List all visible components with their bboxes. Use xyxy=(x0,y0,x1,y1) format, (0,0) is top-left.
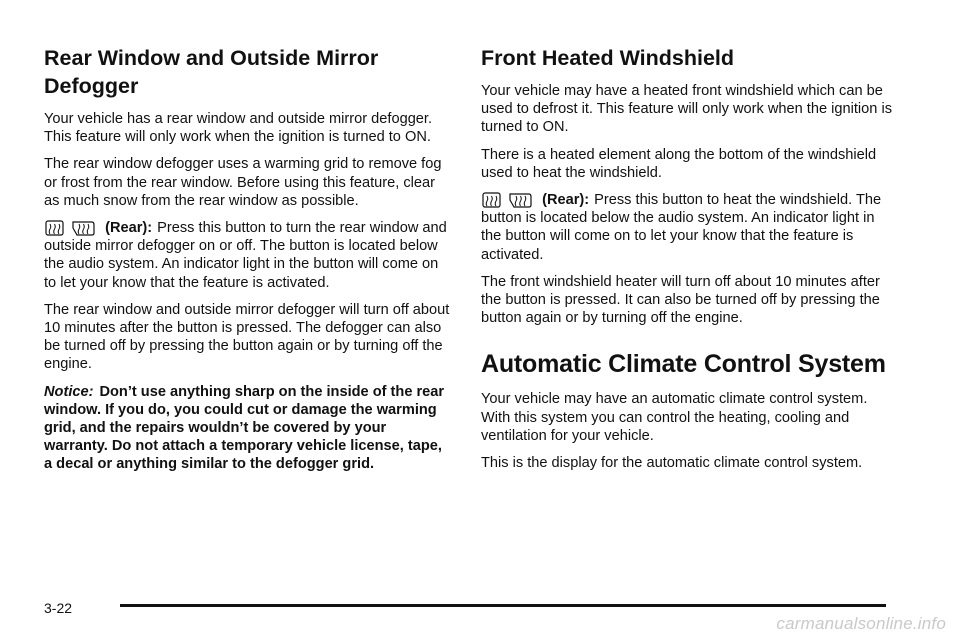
paragraph: The front windshield heater will turn off about 10 minutes after the button is pressed. It can also be turned off by pressing the button again or by turning off the engine. xyxy=(481,273,880,327)
paragraph: Your vehicle may have a heated front windshield which can be used to defrost it. This feature will only work when the ignition is turned to ON. xyxy=(481,83,892,136)
rear-button-description: (Rear): Press this button to heat the windshield. The button is located below the audio system. An indicator light in the button will come on to let your know that the feature is activated. xyxy=(481,192,882,263)
left-column xyxy=(44,44,452,474)
mirror-defogger-icon xyxy=(70,219,96,237)
rear-defogger-icon xyxy=(44,219,66,237)
paragraph: Your vehicle has a rear window and outside mirror defogger. This feature will only work when the ignition is turned to ON. xyxy=(44,111,433,146)
paragraph: The rear window and outside mirror defogger will turn off about 10 minutes after the button is pressed. The defogger can also be turned off by pressing the button again or by turning off the engine. xyxy=(44,301,450,373)
right-column xyxy=(481,44,893,472)
notice-text: Don’t use anything sharp on the inside of the rear window. If you do, you could cut or damage the warming grid, and the repairs wouldn’t be covered by your warranty. Do not attach a temporary vehicle license, tape, a decal or anything similar to the defogger grid. xyxy=(44,383,445,473)
page-number: 3-22 xyxy=(44,600,73,616)
footer-divider xyxy=(120,604,886,607)
paragraph: There is a heated element along the bottom of the windshield used to heat the windshield. xyxy=(481,146,877,181)
notice xyxy=(44,383,452,474)
watermark: carmanualsonline.info xyxy=(776,614,946,633)
notice-label: Notice: xyxy=(44,383,94,400)
section-heading-automatic-climate-control: Automatic Climate Control System xyxy=(481,350,886,379)
rear-defogger-icon xyxy=(481,191,503,209)
rear-button-description: (Rear): Press this button to turn the rear window and outside mirror defogger on or off. The button is located below the audio system. An indicator light in the button will come on to let your know that the feature is activated. xyxy=(44,220,447,291)
paragraph: Your vehicle may have an automatic climate control system. With this system you can control the heating, cooling and ventilation for your vehicle. xyxy=(481,391,868,444)
rear-label: (Rear): xyxy=(105,220,153,237)
section-heading-front-heated-windshield: Front Heated Windshield xyxy=(481,46,735,70)
paragraph: The rear window defogger uses a warming grid to remove fog or frost from the rear window. Before using this feature, clear as much snow from the rear window as possible. xyxy=(44,156,442,209)
rear-label: (Rear): xyxy=(542,192,590,209)
paragraph: This is the display for the automatic climate control system. xyxy=(481,455,863,472)
mirror-defogger-icon xyxy=(507,191,533,209)
section-heading-rear-defogger: Rear Window and Outside Mirror Defogger xyxy=(44,46,379,98)
